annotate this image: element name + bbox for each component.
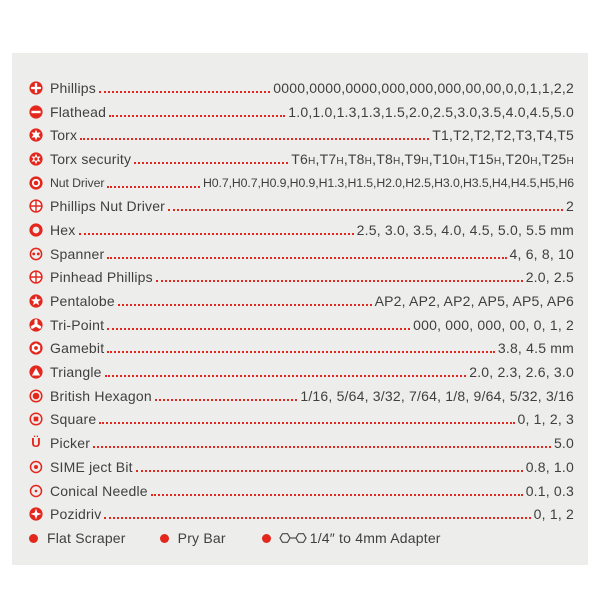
bit-sizes: 0, 1, 2, 3 [517, 411, 574, 428]
bit-label: Nut Driver [50, 175, 105, 190]
accessory-label: Pry Bar [177, 530, 226, 547]
dotted-leader [99, 422, 514, 424]
bit-sizes: AP2, AP2, AP2, AP5, AP5, AP6 [374, 293, 574, 310]
bit-sizes: 1.0,1.0,1.3,1.3,1.5,2.0,2.5,3.0,3.5,4.0,4.5,5.0 [288, 103, 574, 120]
bit-row-torx [29, 123, 574, 147]
bit-row-sim-eject [29, 455, 574, 479]
dotted-leader [107, 328, 410, 330]
bit-sizes: 0000,0000,0000,000,000,000,00,00,0,0,1,1,2,2 [273, 79, 574, 96]
hex-icon [29, 223, 43, 237]
british-hexagon-icon [29, 389, 43, 403]
dotted-leader [118, 304, 372, 306]
bit-sizes: 2.0, 2.3, 2.6, 3.0 [469, 364, 574, 381]
bit-label: Flathead [50, 103, 107, 120]
bit-row-nut-driver [29, 171, 574, 195]
bit-sizes: 0.8, 1.0 [525, 458, 574, 475]
bit-sizes: H0.7,H0.7,H0.9,H0.9,H1.3,H1.5,H2.0,H2.5,H3.0,H3.5,H4,H4.5,H5,H6 [203, 175, 574, 190]
bit-label: Hex [50, 221, 76, 238]
bit-label: British Hexagon [50, 387, 152, 404]
bullet-icon [160, 534, 169, 543]
accessory-label: 1/4″ to 4mm Adapter [309, 530, 441, 547]
bit-sizes: 2.0, 2.5 [525, 269, 574, 286]
dotted-leader [107, 351, 495, 353]
spanner-icon [29, 247, 43, 261]
bit-label: Torx security [50, 150, 132, 167]
square-icon [29, 412, 43, 426]
bit-row-gamebit [29, 337, 574, 361]
bit-sizes: T6H,T7H,T8H,T8H,T9H,T10H,T15H,T20H,T25H [291, 150, 574, 167]
bit-spec-panel [12, 53, 588, 565]
torx-icon [29, 128, 43, 142]
bit-sizes: 3.8, 4.5 mm [497, 340, 574, 357]
dotted-leader [80, 138, 429, 140]
triangle-icon [29, 365, 43, 379]
bit-label: Pinhead Phillips [50, 269, 153, 286]
bit-sizes: 000, 000, 000, 00, 0, 1, 2 [413, 316, 574, 333]
dotted-leader [109, 115, 285, 117]
bit-sizes: 2 [566, 198, 574, 215]
tri-point-icon [29, 318, 43, 332]
bit-label: Phillips Nut Driver [50, 198, 166, 215]
phillips-icon [29, 81, 43, 95]
pinhead-phillips-icon [29, 270, 43, 284]
bit-row-phillips [29, 76, 574, 100]
dotted-leader [168, 209, 563, 211]
bit-sizes: 4, 6, 8, 10 [509, 245, 574, 262]
bit-label: Pentalobe [50, 293, 115, 310]
bit-row-phillips-nut-driver [29, 194, 574, 218]
bit-row-square [29, 408, 574, 432]
dotted-leader [105, 375, 467, 377]
dotted-leader [93, 446, 551, 448]
bit-label: Square [50, 411, 97, 428]
phillips-nut-driver-icon [29, 199, 43, 213]
bit-label: Torx [50, 127, 78, 144]
bit-row-flathead [29, 100, 574, 124]
bit-row-pozidriv [29, 502, 574, 526]
bit-row-conical-needle [29, 479, 574, 503]
bit-sizes: 1/16, 5/64, 3/32, 7/64, 1/8, 9/64, 5/32, 3/16 [300, 387, 574, 404]
bullet-icon [262, 534, 271, 543]
bit-label: Conical Needle [50, 482, 148, 499]
pozidriv-icon [29, 507, 43, 521]
bit-row-torx-security [29, 147, 574, 171]
sim-eject-icon [29, 460, 43, 474]
bit-row-hex [29, 218, 574, 242]
picker-icon: Ü [31, 435, 41, 451]
dotted-leader [107, 257, 506, 259]
adapter-hex-icon [279, 531, 309, 545]
dotted-leader [79, 233, 354, 235]
bit-row-british-hexagon [29, 384, 574, 408]
bit-label: Picker [50, 435, 91, 452]
bullet-icon [29, 534, 38, 543]
bit-sizes: 0.1, 0.3 [525, 482, 574, 499]
bit-label: SIME ject Bit [50, 458, 133, 475]
bit-label: Pozidriv [50, 506, 102, 523]
bit-row-triangle [29, 360, 574, 384]
bit-label: Phillips [50, 79, 96, 96]
bit-row-tri-point [29, 313, 574, 337]
bit-sizes: T1,T2,T2,T2,T3,T4,T5 [432, 127, 574, 144]
nut-driver-icon [29, 176, 43, 190]
dotted-leader [99, 91, 270, 93]
bit-label: Tri-Point [50, 316, 105, 333]
gamebit-icon [29, 341, 43, 355]
bit-sizes: 2.5, 3.0, 3.5, 4.0, 4.5, 5.0, 5.5 mm [356, 221, 574, 238]
pentalobe-icon [29, 294, 43, 308]
bit-sizes: 0, 1, 2 [533, 506, 574, 523]
bit-sizes: 5.0 [553, 435, 574, 452]
dotted-leader [136, 470, 523, 472]
bit-label: Spanner [50, 245, 105, 262]
bit-row-spanner [29, 242, 574, 266]
bit-row-picker [29, 431, 574, 455]
accessories-row [29, 526, 574, 550]
dotted-leader [151, 494, 523, 496]
dotted-leader [156, 280, 523, 282]
accessory-label: Flat Scraper [47, 530, 126, 547]
bit-label: Triangle [50, 364, 102, 381]
dotted-leader [134, 162, 288, 164]
bit-row-pentalobe [29, 289, 574, 313]
dotted-leader [104, 517, 530, 519]
torx-security-icon [29, 152, 43, 166]
dotted-leader [155, 399, 298, 401]
bit-label: Gamebit [50, 340, 105, 357]
dotted-leader [107, 186, 200, 188]
bit-row-pinhead-phillips [29, 266, 574, 290]
flathead-icon [29, 105, 43, 119]
conical-needle-icon [29, 484, 43, 498]
